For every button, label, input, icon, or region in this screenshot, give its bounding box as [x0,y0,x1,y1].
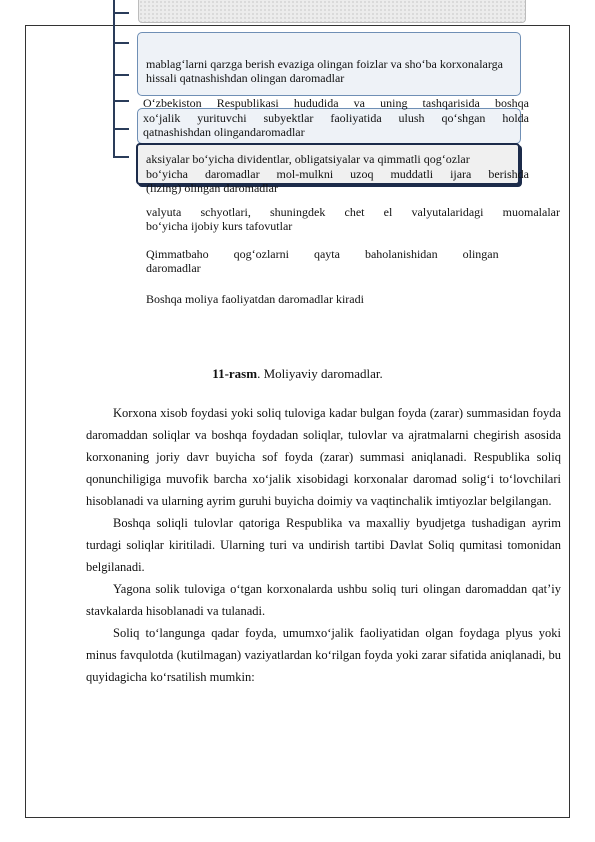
diagram-connector-tick [113,128,129,130]
diagram-item-text: (lizing) olingan daromadlar [146,181,278,195]
diagram-item-text: Boshqa moliya faoliyatdan daromadlar kiradi [146,292,364,306]
diagram-connector-tick [113,74,129,76]
diagram-item-text: aksiyalar bo‘yicha dividentlar, obligatsiyalar va qimmatli qog‘ozlar [146,152,470,166]
diagram-item-text: hissali qatnashishdan olingan daromadlar [146,71,345,85]
diagram-item-text: mablag‘larni qarzga berish evaziga olingan foizlar va sho‘ba korxonalarga [146,57,503,71]
diagram-item-text: Qimmatbaho qog‘ozlarni qayta baholanishidan olingan [146,247,499,261]
figure-number: 11-rasm [212,366,258,381]
diagram-connector-tick [113,100,129,102]
diagram-connector-line [113,0,115,158]
diagram-item-text: qatnashishdan olingandaromadlar [143,125,305,139]
diagram-connector-tick [113,42,129,44]
paragraph: Korxona xisob foydasi yoki soliq tuloviga kadar bulgan foyda (zarar) summasidan foyda daromaddan soliqlar va boshqa foydadan soliqlar, tulovlar va ajratmalarni chegirish asosida korxonaning joriy davr buyicha sof foyda (zarar) summasi aniqlanadi. Respublika soliq qonunchiligiga muvofik barcha xo‘jalik xisobidagi korxonalar daromad solig‘i to‘lovchilari hisoblanadi va ularning ayrim guruhi buyicha doimiy va vaqtinchalik imtiyozlar belgilangan. [86,406,561,508]
diagram-item-text: bo‘yicha ijobiy kurs tafovutlar [146,219,293,233]
paragraph: Boshqa soliqli tulovlar qatoriga Respublika va maxalliy byudjetga tushadigan ayrim turdagi soliqlar kiritiladi. Ularning turi va undirish tartibi Davlat Soliq qumitasi tomonidan belgilanadi. [86,516,561,574]
diagram-box-top [138,0,526,23]
diagram-item-text: daromadlar [146,261,201,275]
diagram-connector-tick [113,12,129,14]
diagram-item-text: xo‘jalik yurituvchi subyektlar faoliyatida ulush qo‘shgan holda [143,111,529,125]
body-text [86,402,561,688]
paragraph: Yagona solik tuloviga o‘tgan korxonalarda ushbu soliq turi olingan daromaddan qat’iy stavkalarda hisoblanadi va tulanadi. [86,582,561,618]
figure-title: . Moliyaviy daromadlar. [257,366,383,381]
diagram-item-text: bo‘yicha daromadlar mol-mulkni uzoq muddatli ijara berishda [146,167,529,181]
diagram-item-text: valyuta schyotlari, shuningdek chet el valyutalaridagi muomalalar [146,205,560,219]
diagram-connector-tick [113,156,129,158]
figure-caption [0,366,595,382]
diagram-item-text: O‘zbekiston Respublikasi hududida va uning tashqarisida boshqa [143,96,529,110]
paragraph: Soliq to‘langunga qadar foyda, umumxo‘jalik faoliyatidan olgan foydaga plyus yoki minus favqulotda (kutilmagan) vaziyatlardan ko‘rilgan foyda yoki zarar sifatida aniqlanadi, bu quyidagicha ko‘rsatilish mumkin: [86,626,561,684]
